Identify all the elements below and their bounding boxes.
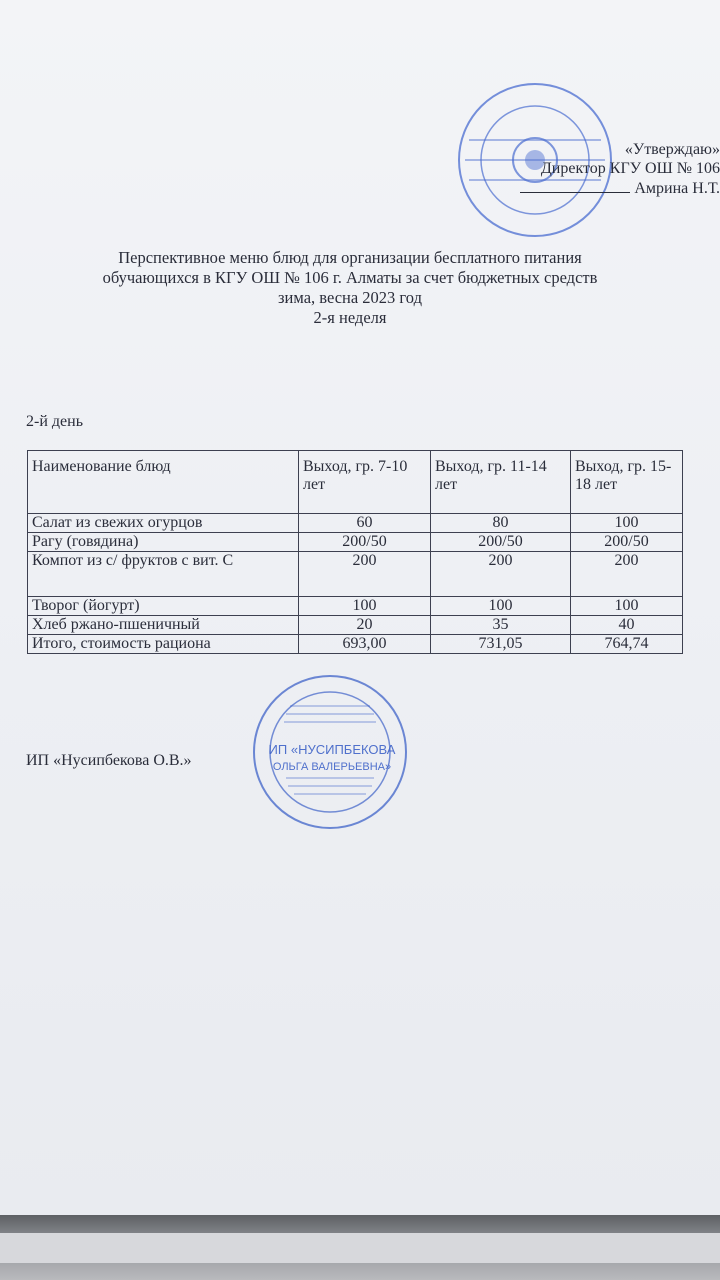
supplier-name: ИП «Нусипбекова О.В.»: [26, 752, 192, 769]
title-line-4: 2-я неделя: [313, 308, 387, 327]
total-11-14: 731,05: [431, 635, 571, 654]
header-yield-7-10: Выход, гр. 7-10 лет: [299, 451, 431, 514]
yield-11-14: 200: [431, 552, 571, 597]
title-line-1: Перспективное меню блюд для организации бесплатного питания: [118, 248, 582, 267]
total-label: Итого, стоимость рациона: [28, 635, 299, 654]
yield-7-10: 60: [299, 514, 431, 533]
total-7-10: 693,00: [299, 635, 431, 654]
yield-15-18: 200: [571, 552, 683, 597]
approval-label: «Утверждаю»: [624, 141, 720, 158]
yield-11-14: 200/50: [431, 533, 571, 552]
dish-name: Салат из свежих огурцов: [28, 514, 299, 533]
header-yield-15-18: Выход, гр. 15-18 лет: [571, 451, 683, 514]
yield-11-14: 35: [431, 616, 571, 635]
document-title: [20, 248, 680, 328]
table-row: [28, 514, 683, 533]
approval-position: Директор КГУ ОШ № 106: [540, 160, 720, 177]
yield-11-14: 80: [431, 514, 571, 533]
table-row-total: [28, 635, 683, 654]
approval-name: Амрина Н.Т.: [634, 180, 720, 197]
yield-7-10: 100: [299, 597, 431, 616]
yield-11-14: 100: [431, 597, 571, 616]
menu-table: [27, 450, 683, 654]
table-row: [28, 552, 683, 597]
yield-15-18: 200/50: [571, 533, 683, 552]
paper-edge: [0, 1233, 720, 1263]
day-label: 2-й день: [26, 413, 83, 430]
table-row: [28, 533, 683, 552]
table-row: [28, 616, 683, 635]
table-header-row: [28, 451, 683, 514]
yield-15-18: 100: [571, 597, 683, 616]
table-row: [28, 597, 683, 616]
dish-name: Хлеб ржано-пшеничный: [28, 616, 299, 635]
dish-name: Компот из с/ фруктов с вит. С: [28, 552, 299, 597]
stamp-supplier-line-2: ОЛЬГА ВАЛЕРЬЕВНА»: [272, 761, 392, 773]
yield-7-10: 20: [299, 616, 431, 635]
header-dish: Наименование блюд: [28, 451, 299, 514]
signature-blank: [520, 178, 630, 193]
yield-7-10: 200: [299, 552, 431, 597]
approval-block: [480, 140, 720, 198]
approval-signature-line: [480, 178, 720, 198]
dish-name: Рагу (говядина): [28, 533, 299, 552]
stamp-supplier-line-1: ИП «НУСИПБЕКОВА: [268, 742, 396, 757]
header-yield-11-14: Выход, гр. 11-14 лет: [431, 451, 571, 514]
yield-7-10: 200/50: [299, 533, 431, 552]
total-15-18: 764,74: [571, 635, 683, 654]
background-surface: [0, 1215, 720, 1280]
yield-15-18: 100: [571, 514, 683, 533]
yield-15-18: 40: [571, 616, 683, 635]
dish-name: Творог (йогурт): [28, 597, 299, 616]
supplier-stamp: [250, 672, 410, 832]
title-line-3: зима, весна 2023 год: [278, 288, 422, 307]
title-line-2: обучающихся в КГУ ОШ № 106 г. Алматы за счет бюджетных средств: [102, 268, 598, 287]
